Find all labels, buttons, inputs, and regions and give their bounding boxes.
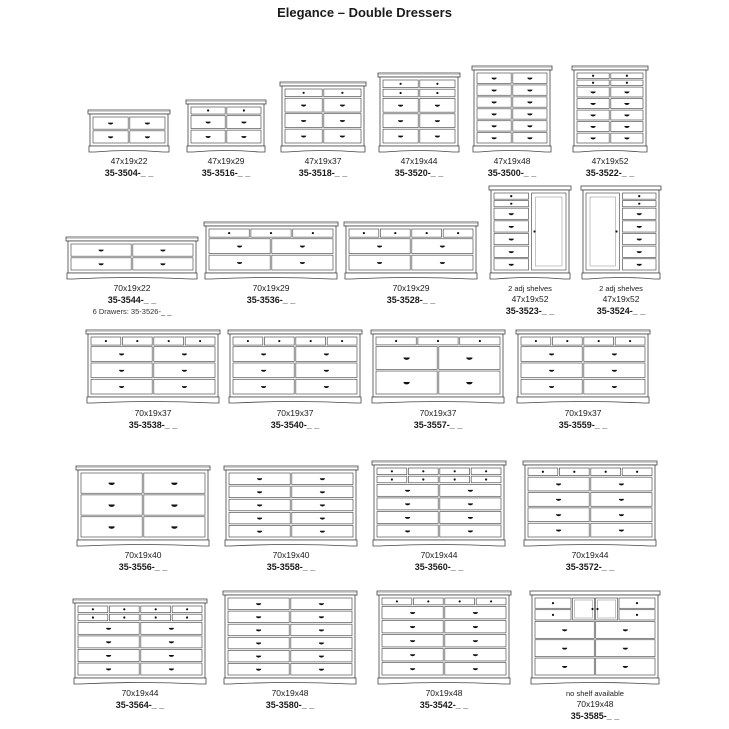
hutch-door bbox=[572, 598, 594, 620]
knob bbox=[510, 195, 512, 197]
dresser-base bbox=[205, 273, 337, 279]
model-number: 35-3536-_ _ bbox=[246, 295, 296, 305]
dresser-top bbox=[472, 66, 552, 70]
dresser-base bbox=[531, 678, 659, 684]
model-number: 35-3558-_ _ bbox=[266, 562, 316, 572]
dimensions: 70x19x29 bbox=[252, 283, 290, 293]
dresser-illustration bbox=[280, 82, 366, 152]
dresser-top bbox=[86, 330, 220, 334]
dresser-base bbox=[345, 273, 477, 279]
knob bbox=[207, 109, 209, 111]
model-number: 35-3524-_ _ bbox=[596, 306, 646, 316]
knob bbox=[535, 340, 537, 342]
knob bbox=[396, 600, 398, 602]
knob bbox=[247, 340, 249, 342]
knob bbox=[228, 232, 230, 234]
shelf-note: 2 adj shelves bbox=[508, 284, 552, 293]
dresser-top bbox=[516, 330, 650, 334]
dresser-caption bbox=[542, 156, 678, 179]
dresser-item bbox=[472, 66, 552, 196]
model-number: 35-3557-_ _ bbox=[413, 420, 463, 430]
dresser-top bbox=[228, 330, 362, 334]
knob bbox=[312, 232, 314, 234]
dresser-item bbox=[523, 461, 657, 590]
dresser-caption bbox=[500, 688, 690, 722]
knob bbox=[278, 340, 280, 342]
dresser-top bbox=[377, 591, 511, 595]
dresser-item bbox=[204, 222, 338, 323]
dimensions: 70x19x44 bbox=[121, 688, 159, 698]
dresser-illustration bbox=[186, 100, 266, 152]
knob bbox=[123, 608, 125, 610]
model-number: 35-3585-_ _ bbox=[570, 711, 620, 721]
knob bbox=[391, 478, 393, 480]
dresser-top bbox=[371, 330, 505, 334]
dresser-base bbox=[224, 678, 356, 684]
dresser-base bbox=[87, 397, 219, 403]
knob bbox=[636, 614, 638, 616]
dresser-illustration bbox=[572, 66, 648, 152]
knob bbox=[136, 340, 138, 342]
knob bbox=[341, 340, 343, 342]
knob bbox=[459, 600, 461, 602]
dresser-item bbox=[581, 186, 661, 323]
knob bbox=[186, 608, 188, 610]
model-number: 35-3572-_ _ bbox=[565, 562, 615, 572]
dresser-item bbox=[66, 237, 198, 323]
dimensions: 47x19x22 bbox=[110, 156, 148, 166]
knob bbox=[626, 82, 628, 84]
knob bbox=[629, 340, 631, 342]
dresser-base bbox=[187, 146, 265, 152]
knob bbox=[422, 470, 424, 472]
knob bbox=[533, 230, 535, 232]
dimensions: 70x19x22 bbox=[113, 283, 151, 293]
dresser-illustration bbox=[73, 599, 207, 684]
knob bbox=[510, 203, 512, 205]
model-number: 35-3520-_ _ bbox=[394, 168, 444, 178]
dresser-base bbox=[67, 273, 197, 279]
dresser-top bbox=[489, 186, 571, 190]
dresser-item bbox=[572, 66, 648, 196]
dresser-base bbox=[378, 678, 510, 684]
model-number: 35-3500-_ _ bbox=[487, 168, 537, 178]
dresser-top bbox=[581, 186, 661, 190]
knob bbox=[303, 92, 305, 94]
knob bbox=[395, 340, 397, 342]
dresser-illustration bbox=[371, 330, 505, 403]
dresser-top bbox=[344, 222, 478, 226]
knob bbox=[310, 340, 312, 342]
knob bbox=[427, 600, 429, 602]
dresser-top bbox=[76, 466, 210, 470]
dimensions: 70x19x48 bbox=[576, 699, 614, 709]
dresser-base bbox=[281, 146, 365, 152]
model-number: 35-3528-_ _ bbox=[386, 295, 436, 305]
dimensions: 47x19x44 bbox=[400, 156, 438, 166]
model-number: 35-3516-_ _ bbox=[201, 168, 251, 178]
model-number: 35-3538-_ _ bbox=[128, 420, 178, 430]
knob bbox=[426, 232, 428, 234]
dresser-illustration bbox=[581, 186, 661, 279]
dresser-base bbox=[74, 678, 206, 684]
knob bbox=[552, 614, 554, 616]
dimensions: 70x19x37 bbox=[419, 408, 457, 418]
knob bbox=[490, 600, 492, 602]
dresser-illustration bbox=[530, 591, 660, 684]
dimensions: 70x19x44 bbox=[420, 550, 458, 560]
dresser-item bbox=[223, 591, 357, 728]
knob bbox=[592, 82, 594, 84]
model-number: 35-3580-_ _ bbox=[265, 700, 315, 710]
knob bbox=[596, 608, 598, 610]
knob bbox=[598, 340, 600, 342]
knob bbox=[573, 471, 575, 473]
model-number: 35-3504-_ _ bbox=[104, 168, 154, 178]
page-title: Elegance – Double Dressers bbox=[277, 5, 452, 20]
drawer-variant-note: 6 Drawers: 35-3526-_ _ bbox=[92, 307, 172, 316]
knob bbox=[436, 83, 438, 85]
dresser-top bbox=[372, 461, 506, 465]
dresser-top bbox=[530, 591, 660, 595]
dresser-illustration bbox=[228, 330, 362, 403]
dresser-top bbox=[186, 100, 266, 104]
dresser-illustration bbox=[204, 222, 338, 279]
knob bbox=[605, 471, 607, 473]
model-number: 35-3518-_ _ bbox=[298, 168, 348, 178]
knob bbox=[454, 478, 456, 480]
knob bbox=[626, 75, 628, 77]
knob bbox=[638, 203, 640, 205]
dresser-base bbox=[573, 146, 647, 152]
dresser-base bbox=[473, 146, 551, 152]
cabinet-door bbox=[586, 193, 620, 270]
dresser-item bbox=[88, 110, 170, 196]
knob bbox=[485, 478, 487, 480]
dresser-top bbox=[280, 82, 366, 86]
dresser-base bbox=[524, 540, 656, 546]
dresser-base bbox=[77, 540, 209, 546]
knob bbox=[437, 340, 439, 342]
knob bbox=[638, 195, 640, 197]
knob bbox=[270, 232, 272, 234]
dresser-base bbox=[225, 540, 357, 546]
knob bbox=[186, 616, 188, 618]
dresser-item bbox=[530, 591, 660, 728]
knob bbox=[92, 608, 94, 610]
model-number: 35-3540-_ _ bbox=[270, 420, 320, 430]
dimensions: 47x19x52 bbox=[591, 156, 629, 166]
dresser-top bbox=[73, 599, 207, 603]
dresser-illustration bbox=[224, 466, 358, 546]
knob bbox=[391, 470, 393, 472]
knob bbox=[636, 471, 638, 473]
dresser-base bbox=[372, 397, 504, 403]
knob bbox=[636, 602, 638, 604]
dresser-illustration bbox=[489, 186, 571, 279]
dimensions: 70x19x37 bbox=[134, 408, 172, 418]
dimensions: 70x19x44 bbox=[571, 550, 609, 560]
model-number: 35-3542-_ _ bbox=[419, 700, 469, 710]
dresser-illustration bbox=[516, 330, 650, 403]
knob bbox=[615, 230, 617, 232]
dresser-item bbox=[344, 222, 478, 323]
dimensions: 47x19x52 bbox=[511, 294, 549, 304]
dresser-illustration bbox=[378, 73, 460, 152]
knob bbox=[92, 616, 94, 618]
knob bbox=[457, 232, 459, 234]
knob bbox=[400, 92, 402, 94]
dresser-caption bbox=[493, 550, 687, 573]
dresser-illustration bbox=[523, 461, 657, 546]
dresser-top bbox=[523, 461, 657, 465]
knob bbox=[199, 340, 201, 342]
dresser-illustration bbox=[88, 110, 170, 152]
dresser-illustration bbox=[344, 222, 478, 279]
knob bbox=[123, 616, 125, 618]
model-number: 35-3560-_ _ bbox=[414, 562, 464, 572]
dimensions: 70x19x40 bbox=[124, 550, 162, 560]
knob bbox=[485, 470, 487, 472]
dresser-item bbox=[224, 466, 358, 590]
dimensions: 47x19x29 bbox=[207, 156, 245, 166]
knob bbox=[155, 616, 157, 618]
dimensions: 70x19x48 bbox=[271, 688, 309, 698]
dresser-illustration bbox=[66, 237, 198, 279]
knob bbox=[394, 232, 396, 234]
dimensions: 70x19x37 bbox=[276, 408, 314, 418]
model-number: 35-3544-_ _ bbox=[107, 295, 157, 305]
dimensions: 70x19x48 bbox=[425, 688, 463, 698]
dresser-base bbox=[379, 146, 459, 152]
dresser-caption bbox=[486, 408, 680, 431]
knob bbox=[454, 470, 456, 472]
dresser-caption bbox=[551, 283, 691, 317]
dresser-item bbox=[516, 330, 650, 448]
model-number: 35-3556-_ _ bbox=[118, 562, 168, 572]
knob bbox=[566, 340, 568, 342]
dimensions: 47x19x48 bbox=[493, 156, 531, 166]
knob bbox=[436, 92, 438, 94]
dimensions: 47x19x52 bbox=[602, 294, 640, 304]
dresser-illustration bbox=[372, 461, 506, 546]
dresser-base bbox=[89, 146, 169, 152]
knob bbox=[592, 75, 594, 77]
dresser-top bbox=[572, 66, 648, 70]
dresser-item bbox=[73, 599, 207, 728]
shelf-note: 2 adj shelves bbox=[599, 284, 643, 293]
knob bbox=[168, 340, 170, 342]
dresser-illustration bbox=[223, 591, 357, 684]
dimensions: 70x19x29 bbox=[392, 283, 430, 293]
dresser-base bbox=[582, 273, 660, 279]
dresser-top bbox=[66, 237, 198, 241]
knob bbox=[363, 232, 365, 234]
dimensions: 70x19x40 bbox=[272, 550, 310, 560]
knob bbox=[552, 602, 554, 604]
knob bbox=[105, 340, 107, 342]
dresser-item bbox=[186, 100, 266, 196]
dresser-top bbox=[378, 73, 460, 77]
knob bbox=[155, 608, 157, 610]
dresser-base bbox=[490, 273, 570, 279]
dresser-item bbox=[372, 461, 506, 590]
model-number: 35-3522-_ _ bbox=[585, 168, 635, 178]
dresser-top bbox=[88, 110, 170, 114]
knob bbox=[341, 92, 343, 94]
shelf-note: no shelf available bbox=[566, 689, 624, 698]
dresser-top bbox=[224, 466, 358, 470]
dresser-top bbox=[223, 591, 357, 595]
dresser-illustration bbox=[86, 330, 220, 403]
dresser-base bbox=[373, 540, 505, 546]
model-number: 35-3564-_ _ bbox=[115, 700, 165, 710]
dresser-item bbox=[377, 591, 511, 728]
knob bbox=[243, 109, 245, 111]
dresser-illustration bbox=[472, 66, 552, 152]
knob bbox=[400, 83, 402, 85]
dresser-base bbox=[229, 397, 361, 403]
dresser-top bbox=[204, 222, 338, 226]
dimensions: 47x19x37 bbox=[304, 156, 342, 166]
cabinet-door bbox=[532, 193, 567, 270]
dimensions: 70x19x37 bbox=[564, 408, 602, 418]
model-number: 35-3559-_ _ bbox=[558, 420, 608, 430]
dresser-base bbox=[517, 397, 649, 403]
dresser-item bbox=[76, 466, 210, 590]
dresser-item bbox=[371, 330, 505, 448]
dresser-illustration bbox=[76, 466, 210, 546]
knob bbox=[479, 340, 481, 342]
knob bbox=[422, 478, 424, 480]
hutch-door bbox=[596, 598, 618, 620]
model-number: 35-3523-_ _ bbox=[505, 306, 555, 316]
dresser-illustration bbox=[377, 591, 511, 684]
knob bbox=[542, 471, 544, 473]
knob bbox=[591, 608, 593, 610]
